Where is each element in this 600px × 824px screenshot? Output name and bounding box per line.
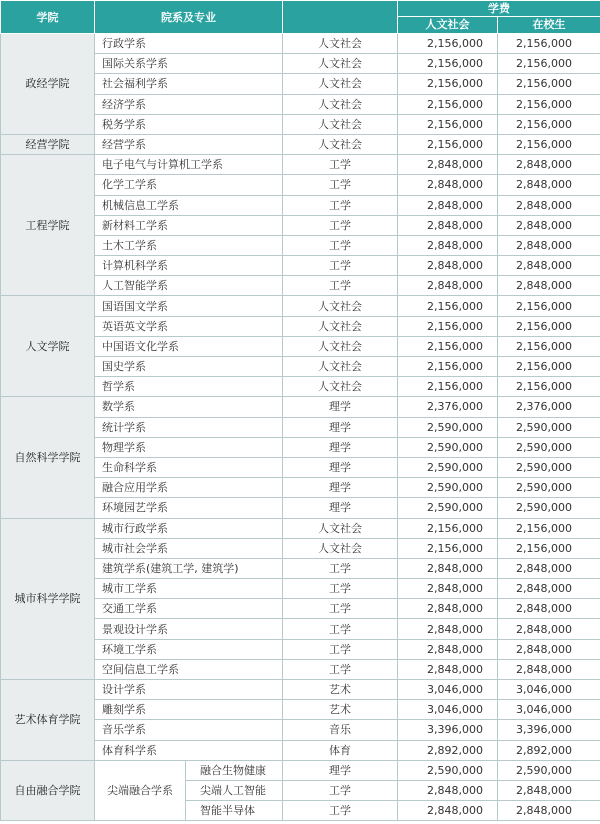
tuition-enrolled-cell: 2,156,000 — [498, 336, 600, 356]
tuition-humanities-cell: 2,156,000 — [398, 336, 498, 356]
tuition-humanities-cell: 2,156,000 — [398, 316, 498, 336]
tuition-humanities-cell: 2,156,000 — [398, 377, 498, 397]
category-cell: 理学 — [283, 498, 398, 518]
tuition-enrolled-cell: 3,396,000 — [498, 720, 600, 740]
department-cell: 计算机科学系 — [95, 256, 283, 276]
tuition-humanities-cell: 2,848,000 — [398, 659, 498, 679]
department-cell: 环境工学系 — [95, 639, 283, 659]
category-cell: 工学 — [283, 659, 398, 679]
table-body — [1, 34, 600, 821]
tuition-enrolled-cell: 2,590,000 — [498, 437, 600, 457]
category-cell: 理学 — [283, 437, 398, 457]
tuition-enrolled-cell: 2,848,000 — [498, 558, 600, 578]
tuition-enrolled-cell: 2,156,000 — [498, 357, 600, 377]
header-college: 学院 — [1, 1, 95, 34]
tuition-enrolled-cell: 2,156,000 — [498, 134, 600, 154]
tuition-humanities-cell: 2,848,000 — [398, 801, 498, 821]
category-cell: 人文社会 — [283, 94, 398, 114]
category-cell: 人文社会 — [283, 114, 398, 134]
tuition-humanities-cell: 2,156,000 — [398, 34, 498, 54]
category-cell: 人文社会 — [283, 357, 398, 377]
tuition-humanities-cell: 3,046,000 — [398, 700, 498, 720]
track-cell: 融合生物健康 — [186, 760, 283, 780]
department-cell: 行政学系 — [95, 34, 283, 54]
department-cell: 人工智能学系 — [95, 276, 283, 296]
tuition-humanities-cell: 2,848,000 — [398, 619, 498, 639]
tuition-humanities-cell: 2,156,000 — [398, 114, 498, 134]
tuition-enrolled-cell: 2,848,000 — [498, 639, 600, 659]
tuition-enrolled-cell: 2,376,000 — [498, 397, 600, 417]
category-cell: 工学 — [283, 195, 398, 215]
tuition-humanities-cell: 2,848,000 — [398, 155, 498, 175]
tuition-enrolled-cell: 2,156,000 — [498, 74, 600, 94]
tuition-enrolled-cell: 3,046,000 — [498, 680, 600, 700]
category-cell: 体育 — [283, 740, 398, 760]
department-cell: 空间信息工学系 — [95, 659, 283, 679]
category-cell: 理学 — [283, 457, 398, 477]
tuition-enrolled-cell: 2,590,000 — [498, 478, 600, 498]
category-cell: 工学 — [283, 558, 398, 578]
department-cell: 景观设计学系 — [95, 619, 283, 639]
college-cell: 自然科学学院 — [1, 397, 95, 518]
category-cell: 人文社会 — [283, 54, 398, 74]
table-row — [1, 34, 600, 54]
header-humanities: 人文社会 — [398, 17, 498, 34]
category-cell: 人文社会 — [283, 518, 398, 538]
department-group-cell: 尖端融合学系 — [95, 760, 186, 821]
department-cell: 新材料工学系 — [95, 215, 283, 235]
tuition-humanities-cell: 2,590,000 — [398, 478, 498, 498]
table-row — [1, 518, 600, 538]
tuition-enrolled-cell: 2,848,000 — [498, 155, 600, 175]
department-cell: 土木工学系 — [95, 235, 283, 255]
tuition-humanities-cell: 2,848,000 — [398, 558, 498, 578]
department-cell: 环境园艺学系 — [95, 498, 283, 518]
college-cell: 艺术体育学院 — [1, 680, 95, 761]
category-cell: 工学 — [283, 256, 398, 276]
tuition-humanities-cell: 2,156,000 — [398, 296, 498, 316]
table-row — [1, 680, 600, 700]
track-cell: 智能半导体 — [186, 801, 283, 821]
tuition-enrolled-cell: 2,848,000 — [498, 801, 600, 821]
tuition-humanities-cell: 2,848,000 — [398, 780, 498, 800]
tuition-humanities-cell: 2,156,000 — [398, 74, 498, 94]
tuition-enrolled-cell: 2,848,000 — [498, 780, 600, 800]
department-cell: 机械信息工学系 — [95, 195, 283, 215]
department-cell: 英语英文学系 — [95, 316, 283, 336]
table-row — [1, 760, 600, 780]
college-cell: 工程学院 — [1, 155, 95, 296]
department-cell: 税务学系 — [95, 114, 283, 134]
tuition-humanities-cell: 2,848,000 — [398, 276, 498, 296]
tuition-humanities-cell: 3,046,000 — [398, 680, 498, 700]
department-cell: 中国语文化学系 — [95, 336, 283, 356]
category-cell: 人文社会 — [283, 134, 398, 154]
category-cell: 人文社会 — [283, 336, 398, 356]
tuition-enrolled-cell: 2,892,000 — [498, 740, 600, 760]
track-cell: 尖端人工智能 — [186, 780, 283, 800]
category-cell: 工学 — [283, 639, 398, 659]
department-cell: 统计学系 — [95, 417, 283, 437]
category-cell: 人文社会 — [283, 74, 398, 94]
tuition-enrolled-cell: 2,848,000 — [498, 195, 600, 215]
category-cell: 人文社会 — [283, 296, 398, 316]
table-row — [1, 296, 600, 316]
tuition-enrolled-cell: 2,156,000 — [498, 54, 600, 74]
tuition-enrolled-cell: 2,156,000 — [498, 114, 600, 134]
college-cell: 城市科学学院 — [1, 518, 95, 680]
department-cell: 国语国文学系 — [95, 296, 283, 316]
tuition-humanities-cell: 2,848,000 — [398, 599, 498, 619]
category-cell: 人文社会 — [283, 34, 398, 54]
category-cell: 理学 — [283, 397, 398, 417]
tuition-humanities-cell: 2,590,000 — [398, 417, 498, 437]
category-cell: 理学 — [283, 417, 398, 437]
tuition-enrolled-cell: 2,848,000 — [498, 276, 600, 296]
header-enrolled: 在校生 — [498, 17, 600, 34]
college-cell: 人文学院 — [1, 296, 95, 397]
department-cell: 设计学系 — [95, 680, 283, 700]
category-cell: 工学 — [283, 155, 398, 175]
department-cell: 经营学系 — [95, 134, 283, 154]
department-cell: 社会福利学系 — [95, 74, 283, 94]
college-cell: 自由融合学院 — [1, 760, 95, 821]
department-cell: 城市工学系 — [95, 579, 283, 599]
department-cell: 哲学系 — [95, 377, 283, 397]
category-cell: 工学 — [283, 579, 398, 599]
department-cell: 城市行政学系 — [95, 518, 283, 538]
college-cell: 政经学院 — [1, 34, 95, 135]
tuition-enrolled-cell: 3,046,000 — [498, 700, 600, 720]
college-cell: 经营学院 — [1, 134, 95, 154]
department-cell: 融合应用学系 — [95, 478, 283, 498]
tuition-enrolled-cell: 2,848,000 — [498, 579, 600, 599]
category-cell: 艺术 — [283, 700, 398, 720]
department-cell: 音乐学系 — [95, 720, 283, 740]
category-cell: 工学 — [283, 215, 398, 235]
category-cell: 工学 — [283, 235, 398, 255]
category-cell: 工学 — [283, 599, 398, 619]
tuition-enrolled-cell: 2,848,000 — [498, 599, 600, 619]
header-department: 院系及专业 — [95, 1, 283, 34]
tuition-enrolled-cell: 2,156,000 — [498, 94, 600, 114]
department-cell: 电子电气与计算机工学系 — [95, 155, 283, 175]
tuition-humanities-cell: 2,156,000 — [398, 134, 498, 154]
tuition-enrolled-cell: 2,156,000 — [498, 296, 600, 316]
category-cell: 工学 — [283, 619, 398, 639]
tuition-humanities-cell: 2,156,000 — [398, 538, 498, 558]
tuition-humanities-cell: 2,590,000 — [398, 760, 498, 780]
department-cell: 生命科学系 — [95, 457, 283, 477]
tuition-humanities-cell: 2,376,000 — [398, 397, 498, 417]
category-cell: 人文社会 — [283, 538, 398, 558]
department-cell: 经济学系 — [95, 94, 283, 114]
tuition-humanities-cell: 2,156,000 — [398, 54, 498, 74]
tuition-enrolled-cell: 2,156,000 — [498, 518, 600, 538]
department-cell: 化学工学系 — [95, 175, 283, 195]
department-cell: 雕刻学系 — [95, 700, 283, 720]
tuition-humanities-cell: 2,848,000 — [398, 175, 498, 195]
category-cell: 工学 — [283, 780, 398, 800]
tuition-humanities-cell: 2,848,000 — [398, 256, 498, 276]
tuition-enrolled-cell: 2,848,000 — [498, 235, 600, 255]
tuition-humanities-cell: 2,590,000 — [398, 457, 498, 477]
category-cell: 工学 — [283, 276, 398, 296]
tuition-humanities-cell: 3,396,000 — [398, 720, 498, 740]
tuition-enrolled-cell: 2,156,000 — [498, 316, 600, 336]
tuition-humanities-cell: 2,848,000 — [398, 639, 498, 659]
tuition-enrolled-cell: 2,848,000 — [498, 256, 600, 276]
tuition-enrolled-cell: 2,156,000 — [498, 377, 600, 397]
department-cell: 物理学系 — [95, 437, 283, 457]
tuition-humanities-cell: 2,848,000 — [398, 215, 498, 235]
tuition-humanities-cell: 2,848,000 — [398, 579, 498, 599]
department-cell: 国史学系 — [95, 357, 283, 377]
category-cell: 人文社会 — [283, 377, 398, 397]
header-tuition: 学费 — [398, 1, 600, 17]
department-cell: 城市社会学系 — [95, 538, 283, 558]
department-cell: 数学系 — [95, 397, 283, 417]
category-cell: 理学 — [283, 760, 398, 780]
tuition-enrolled-cell: 2,590,000 — [498, 417, 600, 437]
tuition-humanities-cell: 2,590,000 — [398, 437, 498, 457]
tuition-humanities-cell: 2,156,000 — [398, 357, 498, 377]
tuition-enrolled-cell: 2,848,000 — [498, 619, 600, 639]
tuition-humanities-cell: 2,892,000 — [398, 740, 498, 760]
tuition-humanities-cell: 2,848,000 — [398, 195, 498, 215]
table-row — [1, 134, 600, 154]
tuition-enrolled-cell: 2,848,000 — [498, 175, 600, 195]
category-cell: 工学 — [283, 175, 398, 195]
tuition-enrolled-cell: 2,848,000 — [498, 215, 600, 235]
tuition-humanities-cell: 2,848,000 — [398, 235, 498, 255]
header-category — [283, 1, 398, 34]
tuition-enrolled-cell: 2,156,000 — [498, 34, 600, 54]
category-cell: 理学 — [283, 478, 398, 498]
category-cell: 音乐 — [283, 720, 398, 740]
tuition-enrolled-cell: 2,848,000 — [498, 659, 600, 679]
tuition-enrolled-cell: 2,590,000 — [498, 457, 600, 477]
category-cell: 工学 — [283, 801, 398, 821]
table-row — [1, 155, 600, 175]
table-row — [1, 397, 600, 417]
table-header — [1, 1, 600, 34]
tuition-enrolled-cell: 2,590,000 — [498, 760, 600, 780]
category-cell: 艺术 — [283, 680, 398, 700]
department-cell: 国际关系学系 — [95, 54, 283, 74]
department-cell: 交通工学系 — [95, 599, 283, 619]
tuition-enrolled-cell: 2,156,000 — [498, 538, 600, 558]
category-cell: 人文社会 — [283, 316, 398, 336]
department-cell: 体育科学系 — [95, 740, 283, 760]
department-cell: 建筑学系(建筑工学, 建筑学) — [95, 558, 283, 578]
tuition-humanities-cell: 2,590,000 — [398, 498, 498, 518]
tuition-enrolled-cell: 2,590,000 — [498, 498, 600, 518]
tuition-humanities-cell: 2,156,000 — [398, 518, 498, 538]
tuition-humanities-cell: 2,156,000 — [398, 94, 498, 114]
